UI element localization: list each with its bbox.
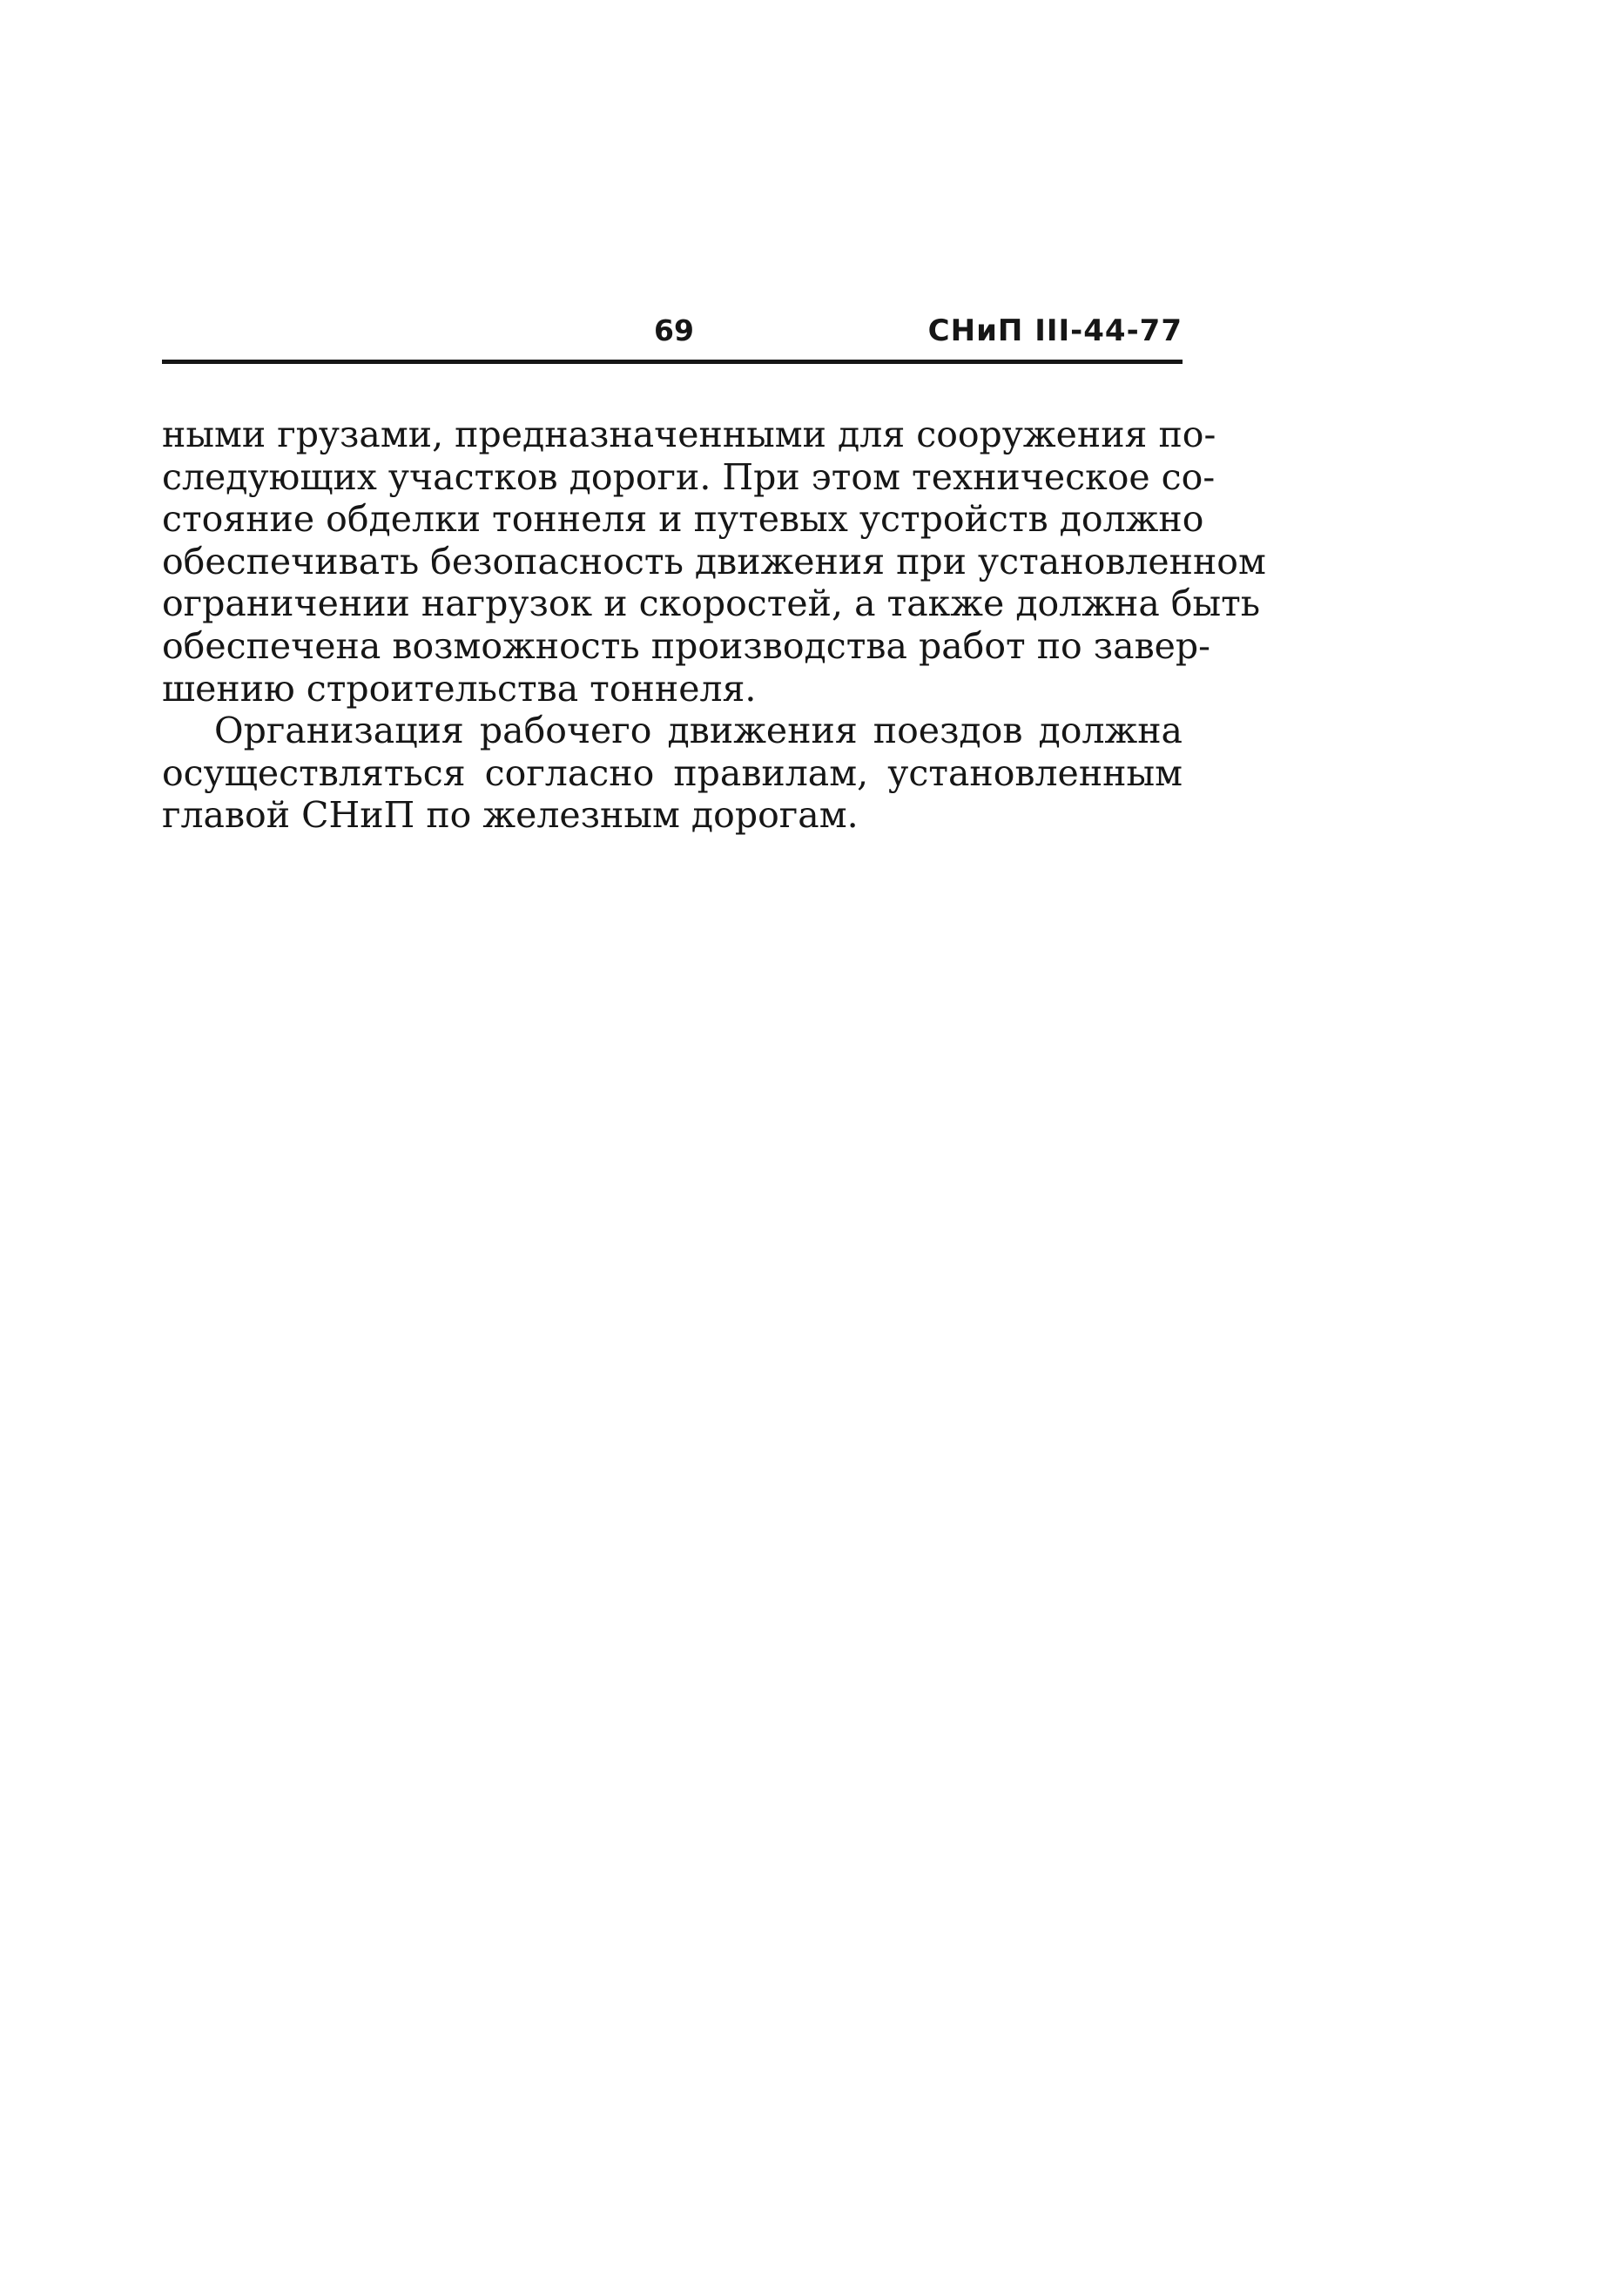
page-number: 69 [654, 313, 694, 347]
text-line: Организация рабочего движения поездов должна [214, 710, 1183, 752]
text-line: обеспечена возможность производства работ по завер- [162, 624, 1211, 667]
text-line: ограничении нагрузок и скоростей, а также должна быть [162, 582, 1261, 625]
text-line: осуществляться согласно правилам, установленным [162, 751, 1183, 794]
body-text [162, 414, 1266, 837]
text-line: стояние обделки тоннеля и путевых устройств должно [162, 498, 1204, 541]
paragraph-1 [162, 414, 1266, 710]
header-divider [162, 360, 1183, 364]
text-line: ными грузами, предназначенными для сооружения по- [162, 414, 1216, 455]
document-code: СНиП III-44-77 [927, 313, 1183, 348]
text-line: главой СНиП по железным дорогам. [162, 794, 859, 837]
text-line: следующих участков дороги. При этом техническое со- [162, 455, 1216, 498]
text-line: шению строительства тоннеля. [162, 667, 757, 710]
text-line: обеспечивать безопасность движения при установленном [162, 540, 1266, 582]
paragraph-2 [162, 710, 1183, 837]
page-header [162, 313, 1183, 366]
